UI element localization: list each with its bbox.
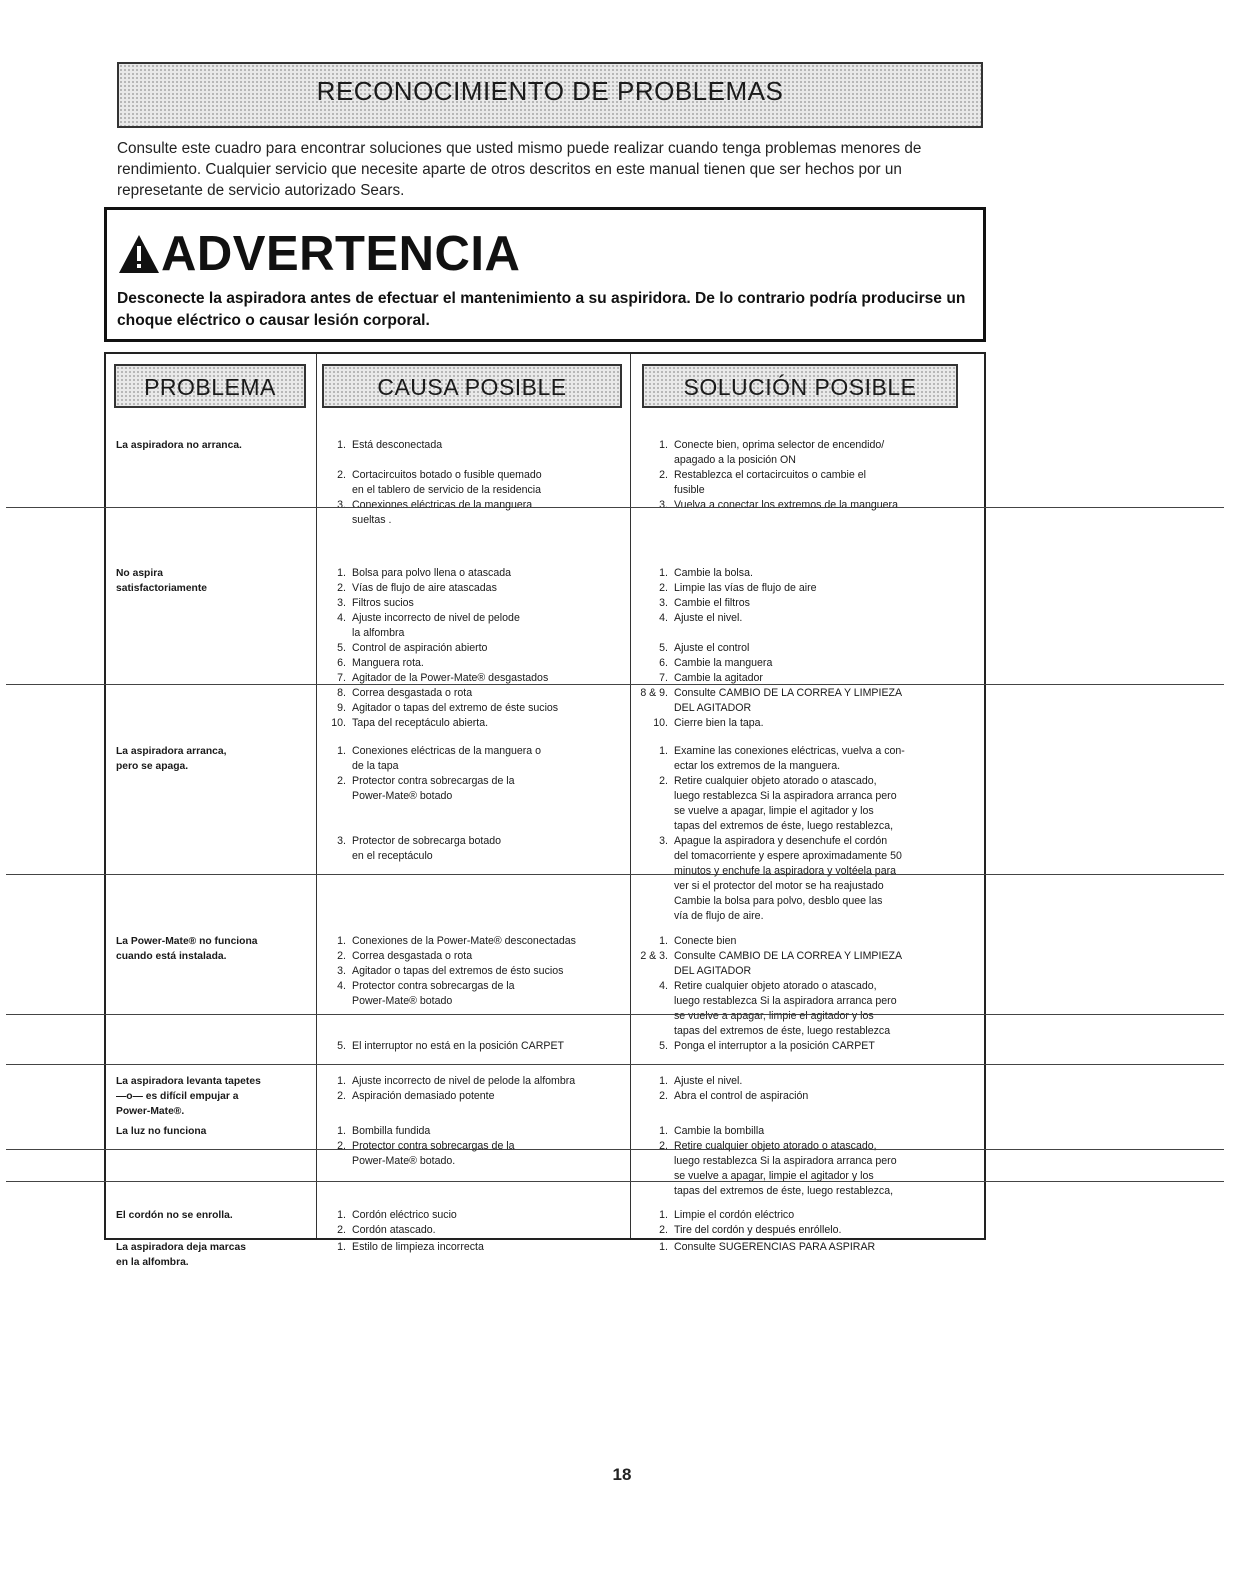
solution-cell	[628, 934, 966, 1054]
page-number: 18	[612, 1465, 632, 1484]
item-text: Cordón atascado.	[352, 1224, 436, 1236]
item-text: Vuelva a conectar los extremos de la manguera	[674, 499, 898, 511]
cause-cell-item	[322, 1208, 622, 1223]
item-text: Control de aspiración abierto	[352, 642, 488, 654]
cause-cell-item	[322, 964, 622, 979]
item-text: Ponga el interruptor a la posición CARPET	[674, 1040, 875, 1052]
item-text: Retire cualquier objeto atorado o atascado, luego restablezca Si la aspiradora arranca pero se vuelve a apagar, limpie el agitador y los tapas del extremos de éste, luego restablezca,	[674, 775, 897, 832]
solution-cell-item	[628, 611, 966, 626]
solution-cell-item	[628, 1240, 966, 1255]
item-text: Está desconectada	[352, 439, 443, 451]
item-number: 2.	[659, 582, 668, 594]
item-text: Cordón eléctrico sucio	[352, 1209, 457, 1221]
item-number: 5.	[337, 642, 346, 654]
solution-cell-item	[628, 1039, 966, 1054]
cause-cell-item	[322, 656, 622, 671]
row-separator	[6, 1064, 1224, 1065]
item-text: El interruptor no está en la posición CARPET	[352, 1040, 564, 1052]
cause-cell-item	[322, 1074, 622, 1089]
item-number: 10.	[331, 717, 346, 729]
item-text: Conecte bien	[674, 935, 737, 947]
item-text: Cambie la bombilla	[674, 1125, 765, 1137]
item-number: 1.	[659, 567, 668, 579]
solution-cell-item	[628, 1124, 966, 1139]
item-number: 2.	[659, 1090, 668, 1102]
item-text: Ajuste incorrecto de nivel de pelode la alfombra	[352, 1075, 576, 1087]
solution-cell	[628, 438, 966, 513]
cause-cell	[322, 1240, 622, 1255]
item-text: Limpie las vías de flujo de aire	[674, 582, 817, 594]
solution-cell-item	[628, 498, 966, 513]
item-number: 2.	[659, 1140, 668, 1152]
spacer	[322, 819, 622, 834]
item-number: 2.	[337, 775, 346, 787]
solution-cell-item	[628, 934, 966, 949]
item-number: 2.	[337, 1224, 346, 1236]
item-text: Protector contra sobrecargas de la Power-Mate® botado	[352, 980, 515, 1007]
item-text: Conexiones de la Power-Mate® desconectadas	[352, 935, 576, 947]
spacer	[322, 453, 622, 468]
item-text: Restablezca el cortacircuitos o cambie el fusible	[674, 469, 866, 496]
item-number: 7.	[337, 672, 346, 684]
item-text: Conecte bien, oprima selector de encendido/ apagado a la posición ON	[674, 439, 885, 466]
row-separator	[6, 1149, 1224, 1150]
item-number: 3.	[337, 597, 346, 609]
item-number: 2.	[337, 582, 346, 594]
problem-cell: La aspiradora deja marcas en la alfombra.	[116, 1242, 246, 1268]
item-text: Cierre bien la tapa.	[674, 717, 764, 729]
cause-cell	[322, 438, 622, 528]
page-title: RECONOCIMIENTO DE PROBLEMAS	[316, 76, 784, 106]
problem-cell: La aspiradora arranca, pero se apaga.	[116, 746, 227, 772]
solution-cell	[628, 1240, 966, 1255]
item-text: Retire cualquier objeto atorado o atascado, luego restablezca Si la aspiradora arranca pero se vuelve a apagar, limpie el agitador y los tapas del extremos de éste, luego restablezca,	[674, 1140, 897, 1197]
item-number: 6.	[337, 657, 346, 669]
item-number: 4.	[337, 980, 346, 992]
item-text: Protector de sobrecarga botado en el receptáculo	[352, 835, 501, 862]
item-text: Consulte CAMBIO DE LA CORREA Y LIMPIEZA DEL AGITADOR	[674, 950, 903, 977]
item-text: Apague la aspiradora y desenchufe el cordón del tomacorriente y espere aproximadamente 50 minutos y enchufe la aspiradora y voltéela para ver si el protector del motor se ha reajustado Cambie la bolsa para polvo, desblo quee las vía de flujo de aire.	[674, 835, 902, 922]
header-solution-label: SOLUCIÓN POSIBLE	[683, 374, 917, 400]
warning-triangle-icon	[117, 233, 161, 275]
item-number: 2.	[659, 469, 668, 481]
cause-cell	[322, 1208, 622, 1238]
problem-cell: La aspiradora levanta tapetes —o— es difícil empujar a Power-Mate®.	[116, 1076, 261, 1117]
item-text: Bolsa para polvo llena o atascada	[352, 567, 512, 579]
header-solution	[642, 364, 958, 408]
item-text: Cortacircuitos botado o fusible quemado en el tablero de servicio de la residencia	[352, 469, 542, 496]
solution-cell-item	[628, 1074, 966, 1089]
header-cause	[322, 364, 622, 408]
item-number: 3.	[337, 965, 346, 977]
item-number: 6.	[659, 657, 668, 669]
row-separator	[6, 874, 1224, 875]
solution-cell-item	[628, 744, 966, 774]
title-banner	[117, 62, 983, 128]
spacer	[628, 626, 966, 641]
item-number: 8 & 9.	[640, 687, 668, 699]
spacer	[322, 1009, 622, 1024]
solution-cell-item	[628, 1223, 966, 1238]
cause-cell-item	[322, 774, 622, 804]
intro-paragraph: Consulte este cuadro para encontrar soluciones que usted mismo puede realizar cuando tenga problemas menores de rendimiento. Cualquier servicio que necesite aparte de otros descritos en este manual tienen que ser hechos por un represetante de servicio autorizado Sears.	[117, 140, 922, 199]
problem-cell: El cordón no se enrolla.	[116, 1210, 233, 1221]
item-text: Limpie el cordón eléctrico	[674, 1209, 795, 1221]
header-problem-label: PROBLEMA	[144, 374, 276, 400]
item-text: Protector contra sobrecargas de la Power-Mate® botado	[352, 775, 515, 802]
item-number: 3.	[659, 835, 668, 847]
solution-cell-item	[628, 581, 966, 596]
item-number: 1.	[659, 745, 668, 757]
problem-cell: La luz no funciona	[116, 1126, 207, 1137]
solution-cell	[628, 566, 966, 731]
problem-cell: No aspira satisfactoriamente	[116, 568, 207, 594]
item-text: Examine las conexiones eléctricas, vuelva a con- ectar los extremos de la manguera.	[674, 745, 905, 772]
item-text: Protector contra sobrecargas de la Power-Mate® botado.	[352, 1140, 515, 1167]
item-number: 2.	[337, 1140, 346, 1152]
cause-cell-item	[322, 1039, 622, 1054]
item-number: 1.	[659, 1075, 668, 1087]
cause-cell-item	[322, 1240, 622, 1255]
row-separator	[6, 1014, 1224, 1015]
item-number: 3.	[659, 499, 668, 511]
cause-cell-item	[322, 1139, 622, 1169]
item-text: Cambie la bolsa.	[674, 567, 753, 579]
cause-cell-item	[322, 566, 622, 581]
cause-cell-item	[322, 438, 622, 453]
cause-cell-item	[322, 744, 622, 774]
item-number: 4.	[337, 612, 346, 624]
item-number: 2.	[337, 950, 346, 962]
item-number: 1.	[337, 1209, 346, 1221]
item-number: 1.	[337, 439, 346, 451]
item-number: 1.	[659, 1209, 668, 1221]
spacer	[322, 1024, 622, 1039]
cause-cell-item	[322, 949, 622, 964]
cause-cell-item	[322, 581, 622, 596]
item-number: 10.	[653, 717, 668, 729]
solution-cell-item	[628, 641, 966, 656]
item-number: 1.	[337, 1125, 346, 1137]
warning-text: Desconecte la aspiradora antes de efectuar el mantenimiento a su aspiridora. De lo contrario podría producirse un choque eléctrico o causar lesión corporal.	[117, 290, 966, 329]
solution-cell-item	[628, 716, 966, 731]
item-number: 2.	[659, 775, 668, 787]
solution-cell-item	[628, 566, 966, 581]
item-text: Estilo de limpieza incorrecta	[352, 1241, 484, 1253]
item-number: 2 & 3.	[640, 950, 668, 962]
solution-cell	[628, 1208, 966, 1238]
cause-cell-item	[322, 596, 622, 611]
item-text: Ajuste el nivel.	[674, 1075, 743, 1087]
cause-cell-item	[322, 979, 622, 1009]
solution-cell-item	[628, 774, 966, 834]
solution-cell-item	[628, 834, 966, 924]
item-number: 2.	[659, 1224, 668, 1236]
cause-cell-item	[322, 1124, 622, 1139]
item-text: Vías de flujo de aire atascadas	[352, 582, 497, 594]
item-text: Tapa del receptáculo abierta.	[352, 717, 489, 729]
solution-cell-item	[628, 596, 966, 611]
item-number: 1.	[337, 935, 346, 947]
item-text: Conexiones eléctricas de la manguera o de la tapa	[352, 745, 542, 772]
cause-cell-item	[322, 701, 622, 716]
cause-cell-item	[322, 716, 622, 731]
item-number: 8.	[337, 687, 346, 699]
warning-header	[117, 224, 520, 284]
cause-cell	[322, 1074, 622, 1104]
solution-cell-item	[628, 1089, 966, 1104]
cause-cell-item	[322, 498, 622, 528]
solution-cell-item	[628, 1208, 966, 1223]
solution-cell-item	[628, 656, 966, 671]
item-text: Manguera rota.	[352, 657, 424, 669]
problem-cell: La Power-Mate® no funciona cuando está instalada.	[116, 936, 258, 962]
warning-title: ADVERTENCIA	[161, 227, 521, 281]
item-text: Correa desgastada o rota	[352, 950, 473, 962]
item-number: 3.	[337, 835, 346, 847]
troubleshooting-table	[104, 352, 986, 1268]
cause-cell-item	[322, 834, 622, 864]
header-cause-label: CAUSA POSIBLE	[377, 374, 567, 400]
item-number: 4.	[659, 612, 668, 624]
item-number: 4.	[659, 980, 668, 992]
item-text: Aspiración demasiado potente	[352, 1090, 495, 1102]
item-text: Consulte CAMBIO DE LA CORREA Y LIMPIEZA DEL AGITADOR	[674, 687, 903, 714]
item-text: Agitador de la Power-Mate® desgastados	[352, 672, 549, 684]
item-text: Cambie la agitador	[674, 672, 763, 684]
solution-cell-item	[628, 1139, 966, 1199]
item-number: 1.	[659, 935, 668, 947]
column-divider	[316, 354, 317, 1238]
item-number: 5.	[659, 642, 668, 654]
item-number: 1.	[337, 567, 346, 579]
item-text: Filtros sucios	[352, 597, 414, 609]
warning-box	[104, 207, 986, 342]
item-text: Consulte SUGERENCIAS PARA ASPIRAR	[674, 1241, 876, 1253]
item-text: Tire del cordón y después enróllelo.	[674, 1224, 842, 1236]
item-number: 1.	[337, 745, 346, 757]
row-separator	[6, 1181, 1224, 1182]
cause-cell-item	[322, 468, 622, 498]
item-number: 2.	[337, 1090, 346, 1102]
item-text: Ajuste el control	[674, 642, 750, 654]
item-number: 5.	[659, 1040, 668, 1052]
header-problem	[114, 364, 306, 408]
item-text: Correa desgastada o rota	[352, 687, 473, 699]
cause-cell-item	[322, 1089, 622, 1104]
item-text: Retire cualquier objeto atorado o atascado, luego restablezca Si la aspiradora arranca pero se vuelve a apagar, limpie el agitador y los tapas del extremos de éste, luego restablezca	[674, 980, 897, 1037]
solution-cell	[628, 744, 966, 924]
cause-cell-item	[322, 641, 622, 656]
item-number: 5.	[337, 1040, 346, 1052]
cause-cell-item	[322, 611, 622, 641]
item-text: Cambie el filtros	[674, 597, 750, 609]
row-separator	[6, 507, 1224, 508]
cause-cell	[322, 934, 622, 1054]
solution-cell	[628, 1124, 966, 1199]
item-text: Cambie la manguera	[674, 657, 773, 669]
item-text: Ajuste el nivel.	[674, 612, 743, 624]
item-text: Bombilla fundida	[352, 1125, 431, 1137]
item-number: 3.	[337, 499, 346, 511]
item-number: 1.	[659, 1125, 668, 1137]
item-number: 1.	[337, 1241, 346, 1253]
cause-cell	[322, 744, 622, 864]
row-separator	[6, 684, 1224, 685]
solution-cell-item	[628, 686, 966, 716]
item-number: 7.	[659, 672, 668, 684]
item-number: 1.	[659, 1241, 668, 1253]
problem-cell: La aspiradora no arranca.	[116, 440, 242, 451]
item-text: Agitador o tapas del extremo de éste sucios	[352, 702, 559, 714]
item-number: 2.	[337, 469, 346, 481]
item-text: Conexiones eléctricas de la manguera sueltas .	[352, 499, 533, 526]
item-text: Agitador o tapas del extremos de ésto sucios	[352, 965, 564, 977]
cause-cell-item	[322, 934, 622, 949]
cause-cell	[322, 566, 622, 731]
item-text: Ajuste incorrecto de nivel de pelode la alfombra	[352, 612, 520, 639]
solution-cell	[628, 1074, 966, 1104]
cause-cell-item	[322, 686, 622, 701]
solution-cell-item	[628, 438, 966, 468]
item-number: 3.	[659, 597, 668, 609]
cause-cell-item	[322, 1223, 622, 1238]
item-number: 9.	[337, 702, 346, 714]
item-number: 1.	[659, 439, 668, 451]
item-text: Abra el control de aspiración	[674, 1090, 809, 1102]
solution-cell-item	[628, 949, 966, 979]
solution-cell-item	[628, 979, 966, 1039]
cause-cell	[322, 1124, 622, 1169]
item-number: 1.	[337, 1075, 346, 1087]
solution-cell-item	[628, 468, 966, 498]
spacer	[322, 804, 622, 819]
